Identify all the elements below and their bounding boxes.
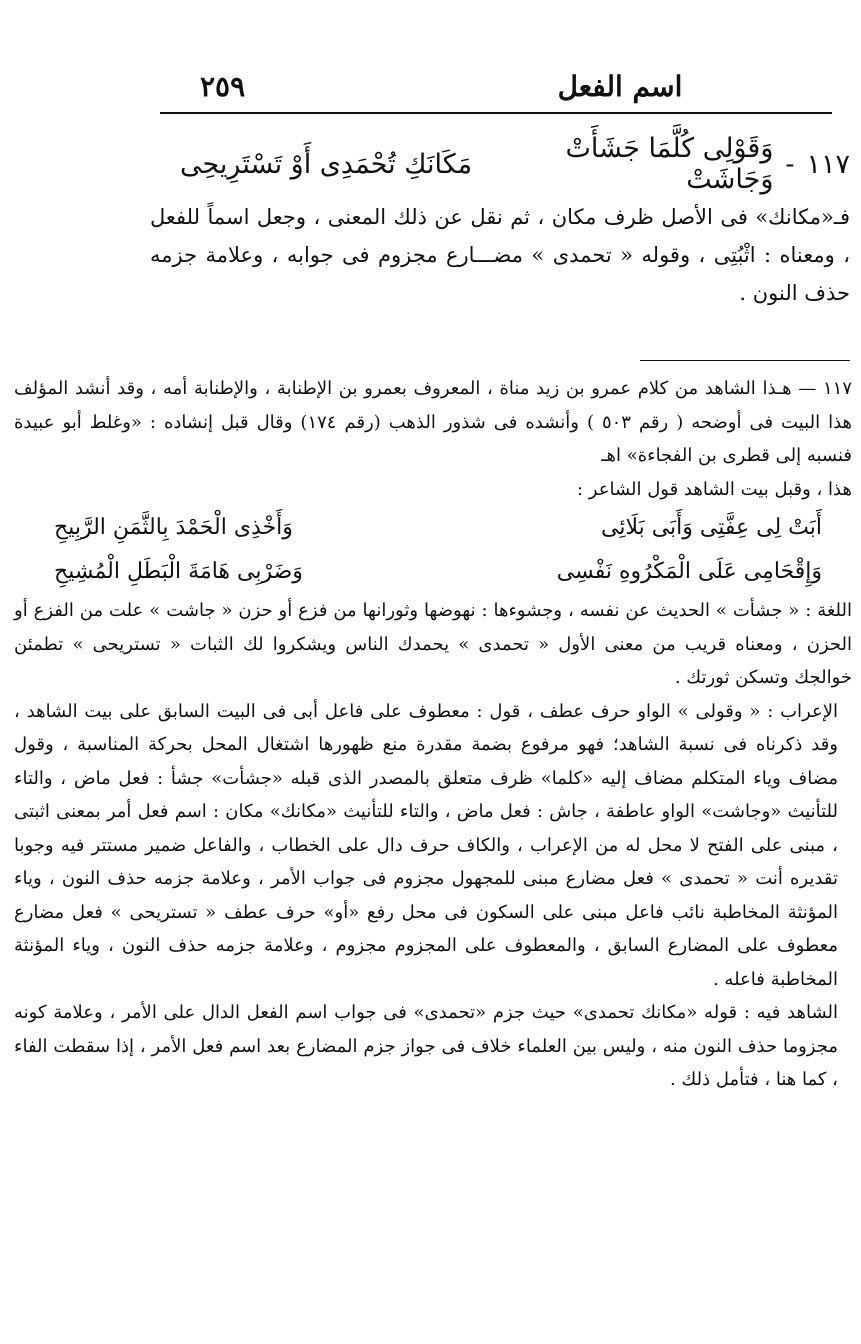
prior-verse-2 [14,550,852,594]
main-verse [170,133,850,195]
footnote [14,372,852,1097]
footnote-lugha: اللغة : « جشأت » الحديث عن نفسه ، وجشوءها : نهوضها وثورانها من فزع أو حزن « جاشت » علت من الفزع أو الحزن ، ومعناه قريب من معنى الأول « تحمدى » يحمدك الناس ويشكروا لك الثبات « تستريحى » تطمئن خوالجك وتسكن ثورتك . [14,600,852,688]
page-number: ٢٥٩ [200,70,246,103]
footnote-irab: الإعراب : « وقولى » الواو حرف عطف ، قول : معطوف على فاعل أبى فى البيت السابق على بيت الشاهد ، وقد ذكرناه فى نسبة الشاهد؛ فهو مرفوع بضمة مقدرة منع ظهورها اشتغال المحل بحركة المناسبة ، وقول مضاف وياء المتكلم مضاف إليه «كلما» ظرف متعلق بالمصدر الذى قبله «جشأت» جشأ : فعل ماض ، والتاء للتأنيث «وجاشت» الواو عاطفة ، جاش : فعل ماض ، والتاء للتأنيث «مكانك» مكان : اسم فعل أمر بمعنى اثبتى ، مبنى على الفتح لا محل له من الإعراب ، والكاف حرف دال على الخطاب ، والفاعل ضمير مستتر فيه وجوبا تقديره أنت « تحمدى » فعل مضارع مبنى للمجهول مجزوم فى جواب الأمر ، وعلامة جزمه حذف النون ، وياء المؤنثة المخاطبة نائب فاعل مبنى على السكون فى محل رفع «أو» حرف عطف « تستريحى » فعل مضارع معطوف على المضارع السابق ، والمعطوف على المجزوم مجزوم ، وعلامة جزمه حذف النون ، وياء المؤنثة المخاطبة فاعله . [14,700,838,990]
verse-dash: - [785,148,795,180]
footnote-separator [640,360,850,361]
verse-number: ١١٧ [806,148,850,180]
commentary-paragraph: فـ«مكانك» فى الأصل ظرف مكان ، ثم نقل عن ذلك المعنى ، وجعل اسماً للفعل ، ومعناه : اثْبُتِى ، وقوله « تحمدى » مضـــارع مجزوم فى جوابه ، وعلامة جزمه حذف النون . [150,205,850,305]
prior-verse-2-second: وَضَرْبِى هَامَةَ الْبَطَلِ الْمُشِيحِ [54,559,303,584]
verse-first-hemistich: وَقَوْلِى كُلَّمَا جَشَأَتْ وَجَاشَتْ [565,133,774,195]
verse-second-hemistich: مَكَانَكِ تُحْمَدِى أَوْ تَسْتَرِيحِى [179,148,473,180]
prior-verse-1 [14,506,852,550]
prior-verse-2-first: وَإِقْحَامِى عَلَى الْمَكْرُوهِ نَفْسِى [556,559,822,584]
prior-verse-1-second: وَأَخْذِى الْحَمْدَ بِالثَّمَنِ الرَّبِيحِ [54,515,293,540]
footnote-intro-line: هذا ، وقبل بيت الشاهد قول الشاعر : [577,478,852,500]
page-header [150,64,850,110]
footnote-shahid: الشاهد فيه : قوله «مكانك تحمدى» حيث جزم «تحمدى» فى جواب اسم الفعل الدال على الأمر ، وعلامة كونه مجزوما حذف النون منه ، وليس بين العلماء خلاف فى جواز جزم المضارع بعد اسم فعل الأمر ، إذا سقطت الفاء ، كما هنا ، فتأمل ذلك . [14,1002,838,1090]
header-rule [160,112,832,114]
prior-verse-1-first: أَبَتْ لِى عِفَّتِى وَأَبَى بَلَائِى [601,515,822,540]
running-title: اسم الفعل [557,70,683,103]
footnote-attribution: ١١٧ — هـذا الشاهد من كلام عمرو بن زيد مناة ، المعروف بعمرو بن الإطنابة ، والإطنابة أمه ، وقد أنشد المؤلف هذا البيت فى أوضحه ( رقم ٥٠٣ ) وأنشده فى شذور الذهب (رقم ١٧٤) وقال قبل إنشاده : «وغلط أبو عبيدة فنسبه إلى قطرى بن الفجاءة» اهـ [14,378,853,466]
